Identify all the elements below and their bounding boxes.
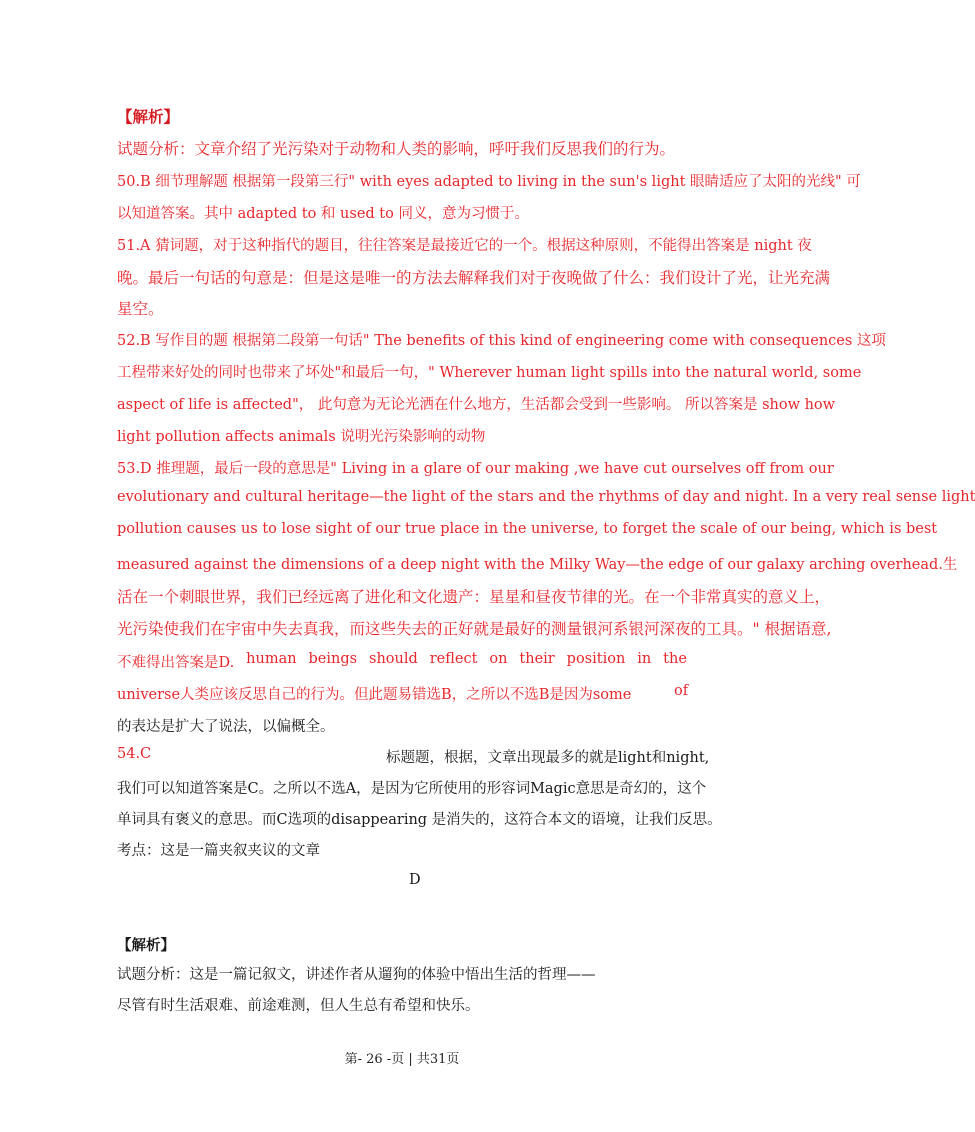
word: their [519,651,555,667]
answer-51-line-1: 51.A 猜词题，对于这种指代的题目，往往答案是最接近它的一个。根据这种原则，不能得出答案是 night 夜 [117,238,812,254]
answer-52-line-2: 工程带来好处的同时也带来了坏处"和最后一句，" Wherever human light spills into the natural world, some [117,365,862,381]
analysis-2-line-1: 试题分析：这是一篇记叙文，讲述作者从遛狗的体验中悟出生活的哲理—— [117,967,596,983]
answer-52-line-4: light pollution affects animals 说明光污染影响的动物 [117,429,486,445]
answer-53-line-2: evolutionary and cultural heritage—the light of the stars and the rhythms of day and night. In a very real sense light [117,489,975,505]
answer-54-line-2: 我们可以知道答案是C。之所以不选A，是因为它所使用的形容词Magic意思是奇幻的，这个 [117,781,707,797]
answer-51-line-2: 晚。最后一句话的句意是：但是这是唯一的方法去解释我们对于夜晚做了什么：我们设计了光，让光充满 [117,269,831,287]
section-heading-analysis-2: 【解析】 [117,937,175,954]
word: beings [308,651,358,667]
answer-53-line-6: 光污染使我们在宇宙中失去真我，而这些失去的正好就是最好的测量银河系银河深夜的工具。" 根据语意, [117,620,832,638]
answer-53-line-4: measured against the dimensions of a deep night with the Milky Way—the edge of our galaxy arching overhead.生 [117,557,958,573]
answer-53-line-8-left: universe人类应该反思自己的行为。但此题易错选B，之所以不选B是因为some [117,687,632,703]
word: in [637,651,652,667]
answer-54-label: 54.C [117,746,152,762]
answer-50-line-2: 以知道答案。其中 adapted to 和 used to 同义，意为习惯于。 [117,206,529,222]
word: on [489,651,508,667]
kaodian-note: 考点：这是一篇夹叙夹议的文章 [117,843,320,859]
word: the [663,651,687,667]
word: should [369,651,418,667]
answer-52-line-3: aspect of life is affected"， 此句意为无论光洒在什么地方，生活都会受到一些影响。 所以答案是 show how [117,397,836,413]
analysis-2-line-2: 尽管有时生活艰难、前途难测，但人生总有希望和快乐。 [117,998,480,1014]
word: 不难得出答案是D. [117,655,235,671]
page-footer: 第- 26 -页 | 共31页 [344,1052,460,1067]
answer-53-line-1: 53.D 推理题，最后一段的意思是" Living in a glare of our making ,we have cut ourselves off from our [117,461,834,477]
word: human [246,651,297,667]
answer-52-line-1: 52.B 写作目的题 根据第二段第一句话" The benefits of this kind of engineering come with consequences 这项 [117,333,886,349]
answer-50-line-1: 50.B 细节理解题 根据第一段第三行" with eyes adapted to living in the sun's light 眼睛适应了太阳的光线" 可 [117,174,861,190]
answer-53-line-8-right: of [674,683,689,699]
section-heading-analysis: 【解析】 [117,107,180,126]
word: reflect [429,651,478,667]
answer-51-line-3: 星空。 [117,300,164,318]
answer-53-line-7 [117,651,687,672]
passage-letter: D [409,872,421,888]
analysis-summary: 试题分析：文章介绍了光污染对于动物和人类的影响，呼吁我们反思我们的行为。 [117,140,676,158]
answer-53-line-5: 活在一个刺眼世界，我们已经远离了进化和文化遗产：星星和昼夜节律的光。在一个非常真实的意义上， [117,588,831,606]
answer-54-line-3: 单词具有褒义的意思。而C选项的disappearing 是消失的，这符合本文的语境，让我们反思。 [117,812,722,828]
answer-53-line-9: 的表达是扩大了说法，以偏概全。 [117,719,335,735]
word: position [566,651,626,667]
answer-53-line-3: pollution causes us to lose sight of our true place in the universe, to forget the scale of our being, which is best [117,521,938,537]
answer-54-line-1: 标题题，根据，文章出现最多的就是light和night, [386,750,710,766]
